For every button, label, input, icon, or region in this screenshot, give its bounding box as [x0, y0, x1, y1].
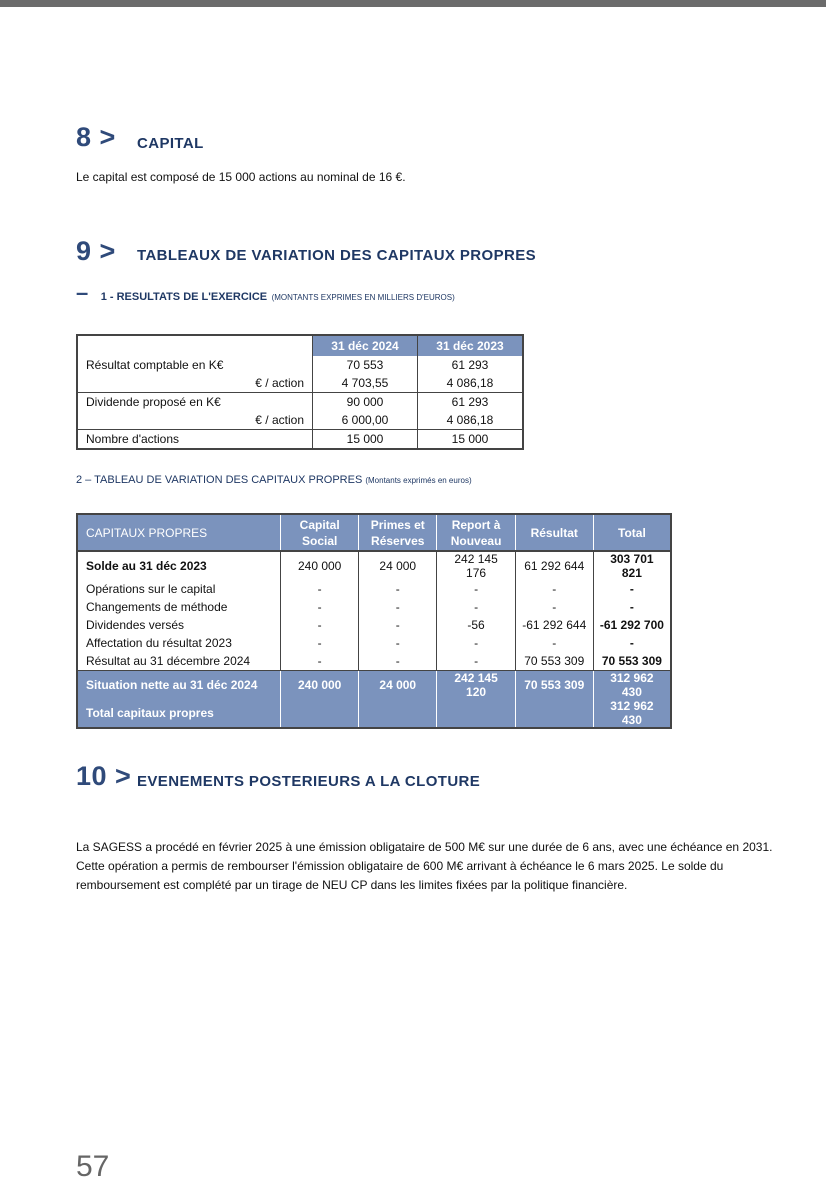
results-row [77, 356, 523, 374]
equity-row-report: - [437, 580, 515, 598]
section-8-text: Le capital est composé de 15 000 actions au nominal de 16 €. [76, 170, 406, 184]
equity-row-capital: - [281, 634, 359, 652]
equity-row-primes: - [359, 598, 437, 616]
equity-footer-row [77, 699, 671, 728]
results-row-value-2023: 15 000 [418, 430, 524, 450]
results-row-label: Nombre d'actions [77, 430, 313, 450]
equity-row-resultat: 70 553 309 [515, 652, 593, 671]
results-table-wrapper [76, 334, 524, 450]
equity-row-label: Solde au 31 déc 2023 [86, 559, 207, 573]
equity-footer-total: 312 962 430 [593, 671, 671, 700]
results-row-label: Dividende proposé en K€ [77, 393, 313, 412]
equity-footer-capital [281, 699, 359, 728]
equity-row-resultat: - [515, 580, 593, 598]
equity-row-label: Changements de méthode [86, 600, 228, 614]
equity-row-label: Opérations sur le capital [86, 582, 216, 596]
equity-header-report: Report à Nouveau [437, 514, 515, 551]
results-row-value-2024: 4 703,55 [313, 374, 418, 393]
results-row-value-2023: 61 293 [418, 393, 524, 412]
results-row-value-2024: 6 000,00 [313, 411, 418, 430]
equity-row-primes: - [359, 652, 437, 671]
equity-footer-label: Total capitaux propres [77, 699, 281, 728]
subsection-1-heading [76, 280, 776, 305]
equity-footer-report: 242 145 120 [437, 671, 515, 700]
equity-row-label: Dividendes versés [86, 618, 185, 632]
equity-row-total: 70 553 309 [593, 652, 671, 671]
equity-footer-row [77, 671, 671, 700]
equity-row-resultat: 61 292 644 [515, 551, 593, 580]
section-9-title: TABLEAUX DE VARIATION DES CAPITAUX PROPRES [137, 247, 537, 264]
equity-row [77, 598, 671, 616]
equity-row-label: Résultat au 31 décembre 2024 [86, 654, 251, 668]
subsection-2-heading [76, 474, 472, 486]
results-row-sublabel: € / action [77, 411, 313, 430]
section-8-title: CAPITAL [137, 135, 204, 152]
top-border [0, 0, 826, 7]
equity-row [77, 580, 671, 598]
results-row [77, 393, 523, 412]
equity-row-report: -56 [437, 616, 515, 634]
equity-row [77, 551, 671, 580]
equity-row-primes: - [359, 580, 437, 598]
subsection-dash: – [76, 280, 89, 305]
equity-row-report: - [437, 652, 515, 671]
results-table [76, 334, 524, 450]
equity-row [77, 652, 671, 671]
section-10-text: La SAGESS a procédé en février 2025 à une émission obligataire de 500 M€ sur une durée de 6 ans, avec une échéance en 2031. Cette opération a permis de rembourser l'émission obligataire de 600 M€ arrivant à échéance le 6 mars 2025. Le solde du remboursement est complété par un tirage de NEU CP dans les limites fixées par la politique financière. [76, 840, 773, 892]
equity-row-resultat: -61 292 644 [515, 616, 593, 634]
equity-row [77, 634, 671, 652]
results-header-blank [77, 335, 313, 356]
equity-row-report: - [437, 634, 515, 652]
equity-row-capital: - [281, 652, 359, 671]
equity-row [77, 616, 671, 634]
results-row [77, 374, 523, 393]
results-header-2024: 31 déc 2024 [313, 335, 418, 356]
subsection-2-title: 2 – TABLEAU DE VARIATION DES CAPITAUX PROPRES [76, 474, 363, 486]
subsection-1-title: 1 - RESULTATS DE L'EXERCICE [100, 291, 268, 303]
equity-footer-total: 312 962 430 [593, 699, 671, 728]
results-row-value-2024: 15 000 [313, 430, 418, 450]
equity-row-report: - [437, 598, 515, 616]
section-10-number: 10 > [76, 761, 132, 791]
equity-footer-capital: 240 000 [281, 671, 359, 700]
equity-row-capital: 240 000 [281, 551, 359, 580]
equity-footer-label: Situation nette au 31 déc 2024 [77, 671, 281, 700]
equity-row-total: - [593, 598, 671, 616]
results-row-value-2023: 4 086,18 [418, 374, 524, 393]
equity-table [76, 513, 672, 729]
equity-footer-report [437, 699, 515, 728]
equity-row-total: 303 701 821 [593, 551, 671, 580]
equity-row-label: Affectation du résultat 2023 [86, 636, 232, 650]
results-header-2023: 31 déc 2023 [418, 335, 524, 356]
results-row-value-2023: 4 086,18 [418, 411, 524, 430]
equity-row-primes: - [359, 616, 437, 634]
equity-row-capital: - [281, 598, 359, 616]
equity-footer-resultat [515, 699, 593, 728]
equity-header-primes: Primes et Réserves [359, 514, 437, 551]
equity-header-label: CAPITAUX PROPRES [77, 514, 281, 551]
equity-header-resultat: Résultat [515, 514, 593, 551]
equity-footer-primes [359, 699, 437, 728]
equity-row-primes: - [359, 634, 437, 652]
results-row-value-2023: 61 293 [418, 356, 524, 374]
equity-row-capital: - [281, 616, 359, 634]
results-row-label: Résultat comptable en K€ [77, 356, 313, 374]
section-8-number: 8 > [76, 122, 116, 152]
equity-row-report: 242 145 176 [437, 551, 515, 580]
equity-footer-resultat: 70 553 309 [515, 671, 593, 700]
results-row-value-2024: 90 000 [313, 393, 418, 412]
equity-header-capital: Capital Social [281, 514, 359, 551]
results-row [77, 430, 523, 450]
equity-row-total: - [593, 580, 671, 598]
equity-table-wrapper [76, 513, 672, 729]
equity-row-total: -61 292 700 [593, 616, 671, 634]
section-10-title: EVENEMENTS POSTERIEURS A LA CLOTURE [137, 773, 481, 790]
subsection-2-note: (Montants exprimés en euros) [365, 476, 472, 485]
equity-row-capital: - [281, 580, 359, 598]
equity-row-resultat: - [515, 634, 593, 652]
equity-row-resultat: - [515, 598, 593, 616]
section-9-number: 9 > [76, 236, 116, 266]
results-row-value-2024: 70 553 [313, 356, 418, 374]
results-row [77, 411, 523, 430]
equity-footer-primes: 24 000 [359, 671, 437, 700]
equity-row-primes: 24 000 [359, 551, 437, 580]
subsection-1-note: (MONTANTS EXPRIMES EN MILLIERS D'EUROS) [271, 293, 455, 302]
results-row-sublabel: € / action [77, 374, 313, 393]
page-number: 57 [76, 1150, 110, 1183]
equity-row-total: - [593, 634, 671, 652]
equity-header-total: Total [593, 514, 671, 551]
